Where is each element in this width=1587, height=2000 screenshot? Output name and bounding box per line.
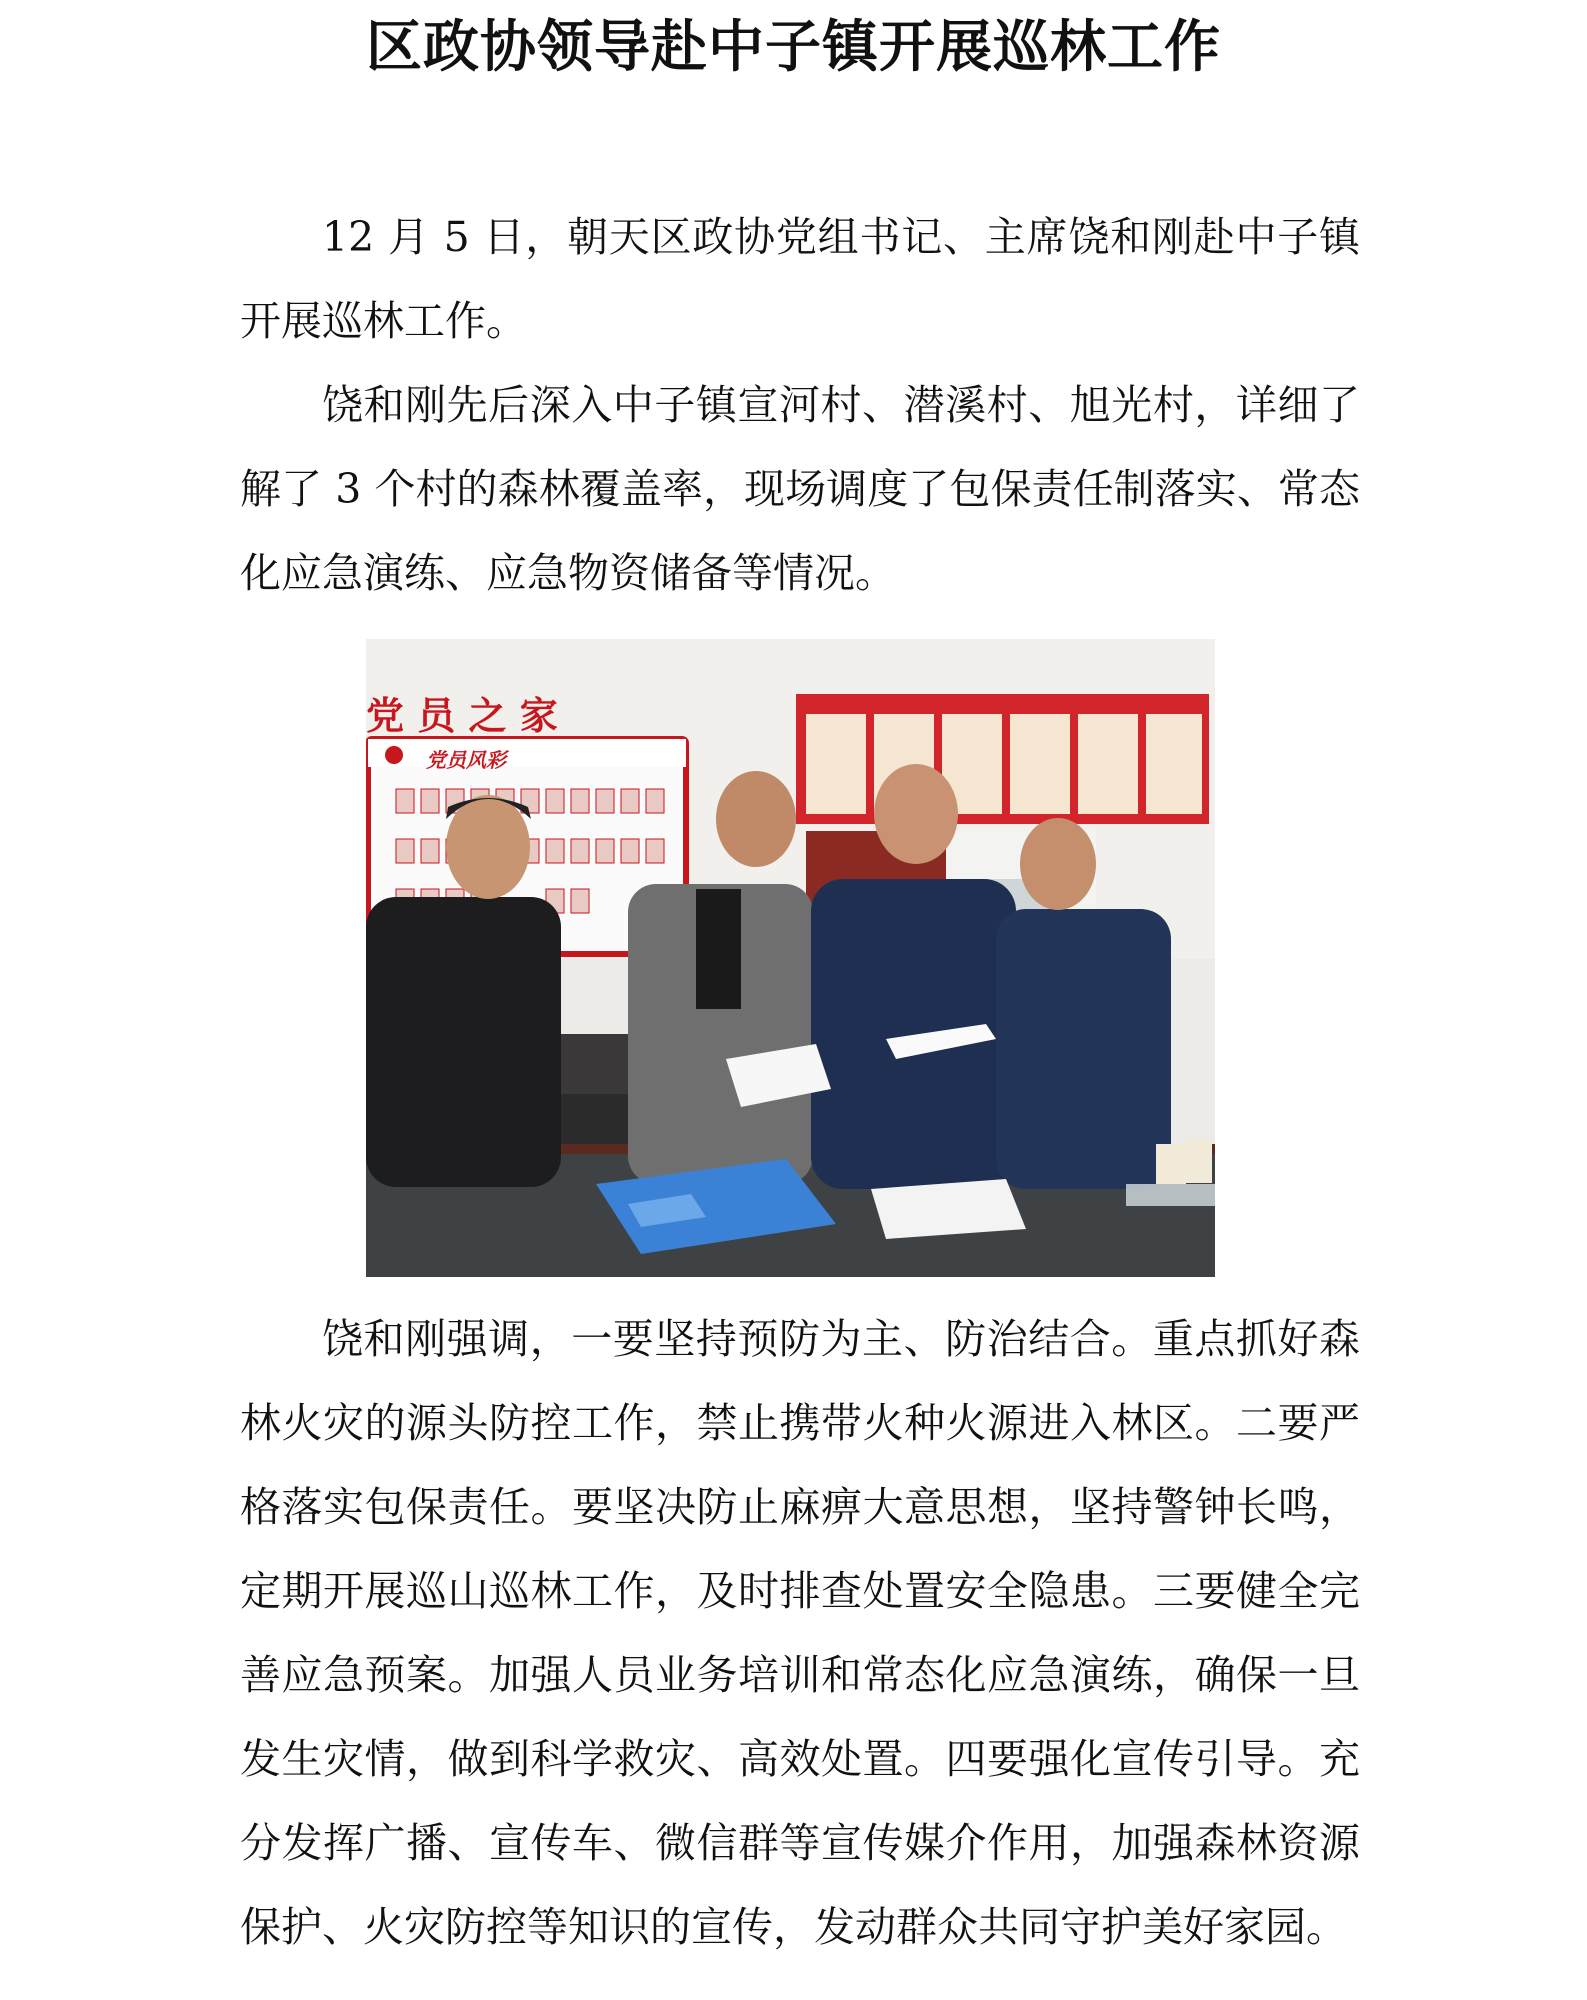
paragraph-visit: 饶和刚先后深入中子镇宣河村、潜溪村、旭光村，详细了解了 3 个村的森林覆盖率，现场调度了包保责任制落实、常态化应急演练、应急物资储备等情况。: [240, 381, 1360, 597]
photo-illustration: [366, 639, 1215, 1277]
wall-sign: 党 员 之 家: [366, 693, 558, 738]
paragraph-emphasis: 饶和刚强调，一要坚持预防为主、防治结合。重点抓好森林火灾的源头防控工作，禁止携带火种火源进入林区。二要严格落实包保责任。要坚决防止麻痹大意思想，坚持警钟长鸣，定期开展巡山巡林工作，及时排查处置安全隐患。三要健全完善应急预案。加强人员业务培训和常态化应急演练，确保一旦发生灾情，做到科学救灾、高效处置。四要强化宣传引导。充分发挥广播、宣传车、微信群等宣传媒介作用，加强森林资源保护、火灾防控等知识的宣传，发动群众共同守护美好家园。: [240, 1315, 1360, 1951]
document-body: [240, 195, 1360, 1969]
board-heading: 党员风彩: [426, 748, 506, 772]
news-photo: [366, 639, 1215, 1277]
document-title: 区政协领导赴中子镇开展巡林工作: [366, 15, 1221, 80]
notice-posters: [796, 694, 1209, 824]
paragraph-intro: 12 月 5 日，朝天区政协党组书记、主席饶和刚赴中子镇开展巡林工作。: [240, 213, 1360, 345]
